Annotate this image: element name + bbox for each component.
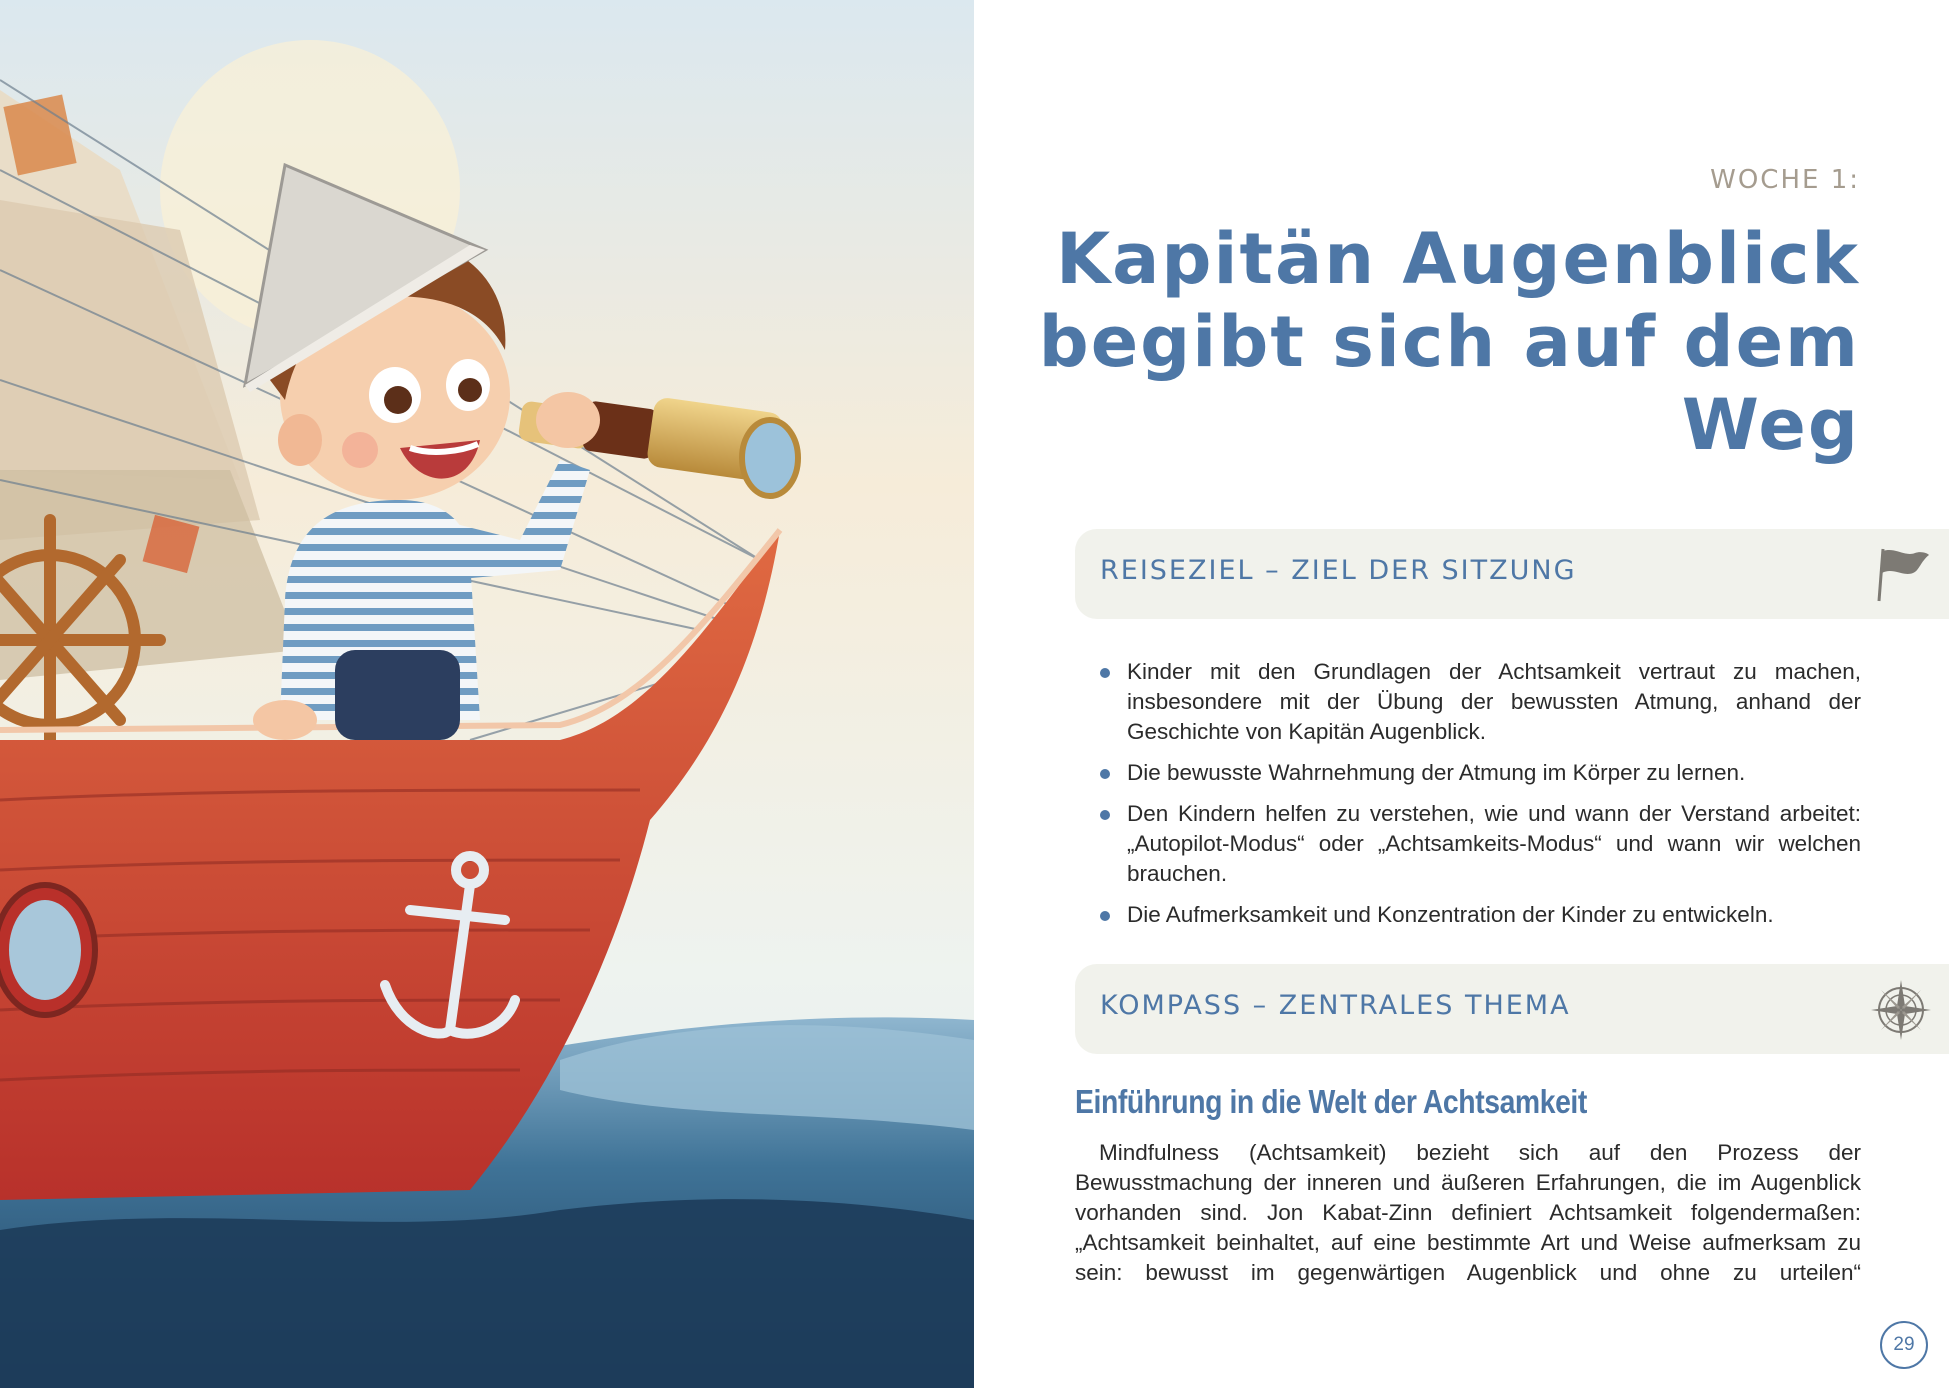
section-heading: Einführung in die Welt der Achtsamkeit xyxy=(1075,1083,1587,1120)
section-band-reiseziel xyxy=(1075,529,1949,619)
goal-item: Die bewusste Wahrnehmung der Atmung im Körper zu lernen. xyxy=(1098,758,1861,788)
goals-list xyxy=(1098,657,1861,941)
page-number: 29 xyxy=(1880,1321,1928,1369)
compass-rose-icon xyxy=(1869,978,1933,1042)
section-label-kompass: KOMPASS – ZENTRALES THEMA xyxy=(1100,990,1571,1021)
goal-item: Den Kindern helfen zu verstehen, wie und wann der Verstand arbeitet: „Autopilot-Modus“ oder „Achtsamkeits-Modus“ und wann wir welchen brauchen. xyxy=(1098,799,1861,889)
page-title: Kapitän Augenblick begibt sich auf dem Weg xyxy=(1038,218,1860,466)
body-paragraph: Mindfulness (Achtsamkeit) bezieht sich auf den Prozess der Bewusstmachung der inneren und äußeren Erfahrungen, die im Augenblick vorhanden sind. Jon Kabat-Zinn definiert Achtsamkeit folgendermaßen: „Achtsamkeit beinhaltet, auf eine bestimmte Art und Weise aufmerksam zu sein: bewusst im gegenwärtigen Augenblick und ohne zu urteilen“ xyxy=(1075,1140,1861,1285)
goal-item: Die Aufmerksamkeit und Konzentration der Kinder zu entwickeln. xyxy=(1098,900,1861,930)
section-band-kompass xyxy=(1075,964,1949,1054)
week-label: WOCHE 1: xyxy=(1710,165,1860,195)
section-label-reiseziel: REISEZIEL – ZIEL DER SITZUNG xyxy=(1100,555,1577,586)
boy-on-ship-illustration xyxy=(0,0,974,1388)
flag-icon xyxy=(1875,543,1933,605)
goal-item: Kinder mit den Grundlagen der Achtsamkeit vertraut zu machen, insbesondere mit der Übung der bewussten Atmung, anhand der Geschichte von Kapitän Augenblick. xyxy=(1098,657,1861,747)
